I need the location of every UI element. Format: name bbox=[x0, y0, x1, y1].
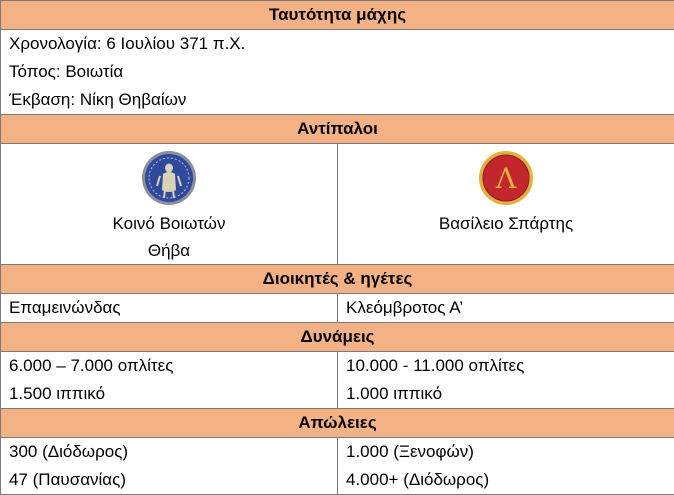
opponent-left bbox=[1, 144, 338, 265]
spartan-lambda-letter: Λ bbox=[495, 162, 517, 195]
forces-left-line1: 6.000 – 7.000 οπλίτες bbox=[9, 352, 337, 380]
forces-left-line2: 1.500 ιππικό bbox=[9, 380, 337, 408]
opponent-right bbox=[338, 144, 674, 265]
battle-details bbox=[1, 30, 674, 115]
losses-right-line2: 4.000+ (Διόδωρος) bbox=[346, 466, 674, 494]
commander-right: Κλεόμβροτος Α’ bbox=[338, 294, 674, 323]
section-header-forces: Δυνάμεις bbox=[1, 323, 674, 352]
forces-right-line1: 10.000 - 11.000 οπλίτες bbox=[346, 352, 674, 380]
forces-right-line2: 1.000 ιππικό bbox=[346, 380, 674, 408]
opponent-right-name: Βασίλειο Σπάρτης bbox=[338, 210, 674, 237]
losses-left-line1: 300 (Διόδωρος) bbox=[9, 438, 337, 466]
battle-chronology: Χρονολογία: 6 Ιουλίου 371 π.Χ. bbox=[9, 30, 674, 58]
losses-right bbox=[338, 438, 674, 495]
boeotian-shield-emblem-icon bbox=[141, 150, 197, 206]
forces-left bbox=[1, 352, 338, 409]
spartan-lambda-shield-icon bbox=[478, 150, 534, 206]
opponent-left-name-line2: Θήβα bbox=[1, 237, 337, 264]
losses-left bbox=[1, 438, 338, 495]
forces-right bbox=[338, 352, 674, 409]
section-header-identity: Ταυτότητα μάχης bbox=[1, 1, 674, 30]
section-header-opponents: Αντίπαλοι bbox=[1, 115, 674, 144]
battle-outcome: Έκβαση: Νίκη Θηβαίων bbox=[9, 86, 674, 114]
losses-right-line1: 1.000 (Ξενοφών) bbox=[346, 438, 674, 466]
battle-place: Τόπος: Βοιωτία bbox=[9, 58, 674, 86]
losses-left-line2: 47 (Παυσανίας) bbox=[9, 466, 337, 494]
commander-left: Επαμεινώνδας bbox=[1, 294, 338, 323]
opponent-left-name-line1: Κοινό Βοιωτών bbox=[1, 210, 337, 237]
section-header-commanders: Διοικητές & ηγέτες bbox=[1, 265, 674, 294]
section-header-losses: Απώλειες bbox=[1, 409, 674, 438]
